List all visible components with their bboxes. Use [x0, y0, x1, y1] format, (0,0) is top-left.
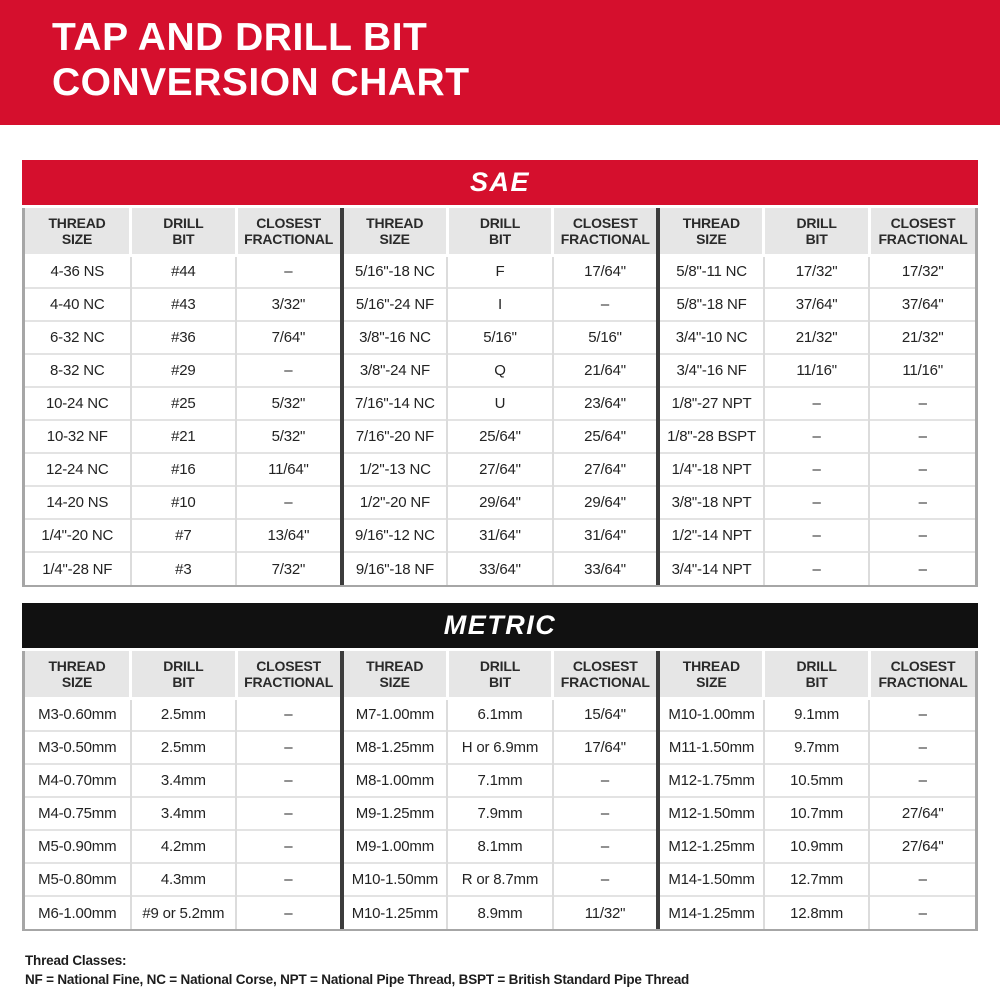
- table-cell: U: [447, 387, 553, 420]
- column-header: CLOSEST FRACTIONAL: [869, 208, 975, 255]
- table-row: [25, 387, 975, 420]
- table-cell: –: [553, 863, 659, 896]
- table-cell: 4.3mm: [131, 863, 237, 896]
- table-cell: –: [236, 731, 342, 764]
- table-cell: 7/64": [236, 321, 342, 354]
- table-cell: #10: [131, 486, 237, 519]
- footnote-text: NF = National Fine, NC = National Corse, NPT = National Pipe Thread, BSPT = British Standard Pipe Thread: [25, 972, 690, 987]
- metric-table-body: [25, 698, 975, 929]
- table-cell: #29: [131, 354, 237, 387]
- table-cell: M4-0.75mm: [25, 797, 131, 830]
- table-cell: 2.5mm: [131, 731, 237, 764]
- table-cell: 3.4mm: [131, 764, 237, 797]
- table-cell: 25/64": [553, 420, 659, 453]
- table-row: [25, 288, 975, 321]
- column-header: DRILL BIT: [131, 651, 237, 698]
- table-cell: 29/64": [447, 486, 553, 519]
- table-cell: 21/32": [869, 321, 975, 354]
- column-header: THREAD SIZE: [342, 208, 448, 255]
- table-row: [25, 420, 975, 453]
- table-cell: 12.7mm: [764, 863, 870, 896]
- metric-table-wrap: [22, 651, 978, 931]
- table-cell: #16: [131, 453, 237, 486]
- column-header: THREAD SIZE: [342, 651, 448, 698]
- table-cell: –: [869, 552, 975, 585]
- table-cell: 5/8"-18 NF: [658, 288, 764, 321]
- table-cell: –: [553, 830, 659, 863]
- table-cell: M14-1.25mm: [658, 896, 764, 929]
- table-row: [25, 519, 975, 552]
- table-cell: 31/64": [447, 519, 553, 552]
- footnote-heading: Thread Classes:: [25, 953, 127, 968]
- table-cell: 27/64": [869, 797, 975, 830]
- table-cell: 5/8"-11 NC: [658, 255, 764, 288]
- table-row: [25, 354, 975, 387]
- sae-section: [22, 160, 978, 587]
- table-cell: 11/64": [236, 453, 342, 486]
- table-row: [25, 764, 975, 797]
- table-cell: M7-1.00mm: [342, 698, 448, 731]
- table-cell: 9.7mm: [764, 731, 870, 764]
- table-cell: #7: [131, 519, 237, 552]
- table-cell: 3/8"-18 NPT: [658, 486, 764, 519]
- sae-table-head: [25, 208, 975, 255]
- table-cell: #21: [131, 420, 237, 453]
- table-cell: –: [236, 830, 342, 863]
- table-cell: 3/4"-16 NF: [658, 354, 764, 387]
- table-cell: M10-1.00mm: [658, 698, 764, 731]
- table-cell: 37/64": [764, 288, 870, 321]
- table-cell: 1/2"-13 NC: [342, 453, 448, 486]
- column-header: DRILL BIT: [131, 208, 237, 255]
- table-cell: #43: [131, 288, 237, 321]
- table-cell: –: [869, 486, 975, 519]
- table-cell: –: [764, 387, 870, 420]
- table-cell: 27/64": [553, 453, 659, 486]
- table-cell: M10-1.50mm: [342, 863, 448, 896]
- table-cell: M14-1.50mm: [658, 863, 764, 896]
- table-cell: 3/8"-24 NF: [342, 354, 448, 387]
- sae-table: [25, 208, 975, 585]
- table-cell: M5-0.90mm: [25, 830, 131, 863]
- table-cell: 2.5mm: [131, 698, 237, 731]
- table-cell: 3/4"-14 NPT: [658, 552, 764, 585]
- table-cell: 10.7mm: [764, 797, 870, 830]
- column-header: THREAD SIZE: [658, 651, 764, 698]
- table-cell: –: [869, 731, 975, 764]
- table-cell: –: [553, 764, 659, 797]
- table-cell: #9 or 5.2mm: [131, 896, 237, 929]
- table-row: [25, 552, 975, 585]
- table-cell: 6-32 NC: [25, 321, 131, 354]
- table-cell: –: [553, 288, 659, 321]
- column-header: DRILL BIT: [447, 651, 553, 698]
- table-cell: 17/32": [764, 255, 870, 288]
- table-cell: 7/16"-14 NC: [342, 387, 448, 420]
- table-cell: 4-40 NC: [25, 288, 131, 321]
- table-cell: 21/32": [764, 321, 870, 354]
- column-header: CLOSEST FRACTIONAL: [236, 651, 342, 698]
- table-cell: Q: [447, 354, 553, 387]
- table-row: [25, 797, 975, 830]
- column-header: DRILL BIT: [764, 208, 870, 255]
- table-cell: H or 6.9mm: [447, 731, 553, 764]
- table-cell: 11/32": [553, 896, 659, 929]
- table-cell: –: [869, 420, 975, 453]
- column-header: CLOSEST FRACTIONAL: [869, 651, 975, 698]
- column-header: THREAD SIZE: [658, 208, 764, 255]
- column-header: CLOSEST FRACTIONAL: [553, 651, 659, 698]
- table-row: [25, 863, 975, 896]
- column-header: CLOSEST FRACTIONAL: [553, 208, 659, 255]
- column-header: DRILL BIT: [764, 651, 870, 698]
- metric-table-head: [25, 651, 975, 698]
- table-cell: –: [236, 698, 342, 731]
- table-cell: 1/8"-28 BSPT: [658, 420, 764, 453]
- table-cell: M8-1.00mm: [342, 764, 448, 797]
- table-cell: #44: [131, 255, 237, 288]
- column-header: THREAD SIZE: [25, 208, 131, 255]
- table-row: [25, 731, 975, 764]
- table-cell: #3: [131, 552, 237, 585]
- table-cell: 4.2mm: [131, 830, 237, 863]
- table-cell: 9/16"-12 NC: [342, 519, 448, 552]
- table-cell: M12-1.25mm: [658, 830, 764, 863]
- table-cell: 8-32 NC: [25, 354, 131, 387]
- table-cell: 1/2"-14 NPT: [658, 519, 764, 552]
- table-row: [25, 255, 975, 288]
- table-row: [25, 486, 975, 519]
- table-cell: M12-1.75mm: [658, 764, 764, 797]
- table-cell: 17/64": [553, 255, 659, 288]
- table-cell: –: [236, 255, 342, 288]
- table-cell: 29/64": [553, 486, 659, 519]
- table-cell: 10.9mm: [764, 830, 870, 863]
- table-cell: #25: [131, 387, 237, 420]
- table-cell: 10.5mm: [764, 764, 870, 797]
- sae-table-wrap: [22, 208, 978, 587]
- table-cell: M3-0.60mm: [25, 698, 131, 731]
- table-cell: 10-32 NF: [25, 420, 131, 453]
- table-cell: 33/64": [447, 552, 553, 585]
- table-cell: M11-1.50mm: [658, 731, 764, 764]
- table-cell: –: [869, 453, 975, 486]
- table-cell: 14-20 NS: [25, 486, 131, 519]
- table-cell: 25/64": [447, 420, 553, 453]
- table-cell: 1/2"-20 NF: [342, 486, 448, 519]
- table-cell: –: [236, 863, 342, 896]
- column-header: CLOSEST FRACTIONAL: [236, 208, 342, 255]
- table-cell: –: [236, 797, 342, 830]
- table-cell: 3.4mm: [131, 797, 237, 830]
- table-cell: 8.1mm: [447, 830, 553, 863]
- table-cell: R or 8.7mm: [447, 863, 553, 896]
- table-cell: 5/16"-18 NC: [342, 255, 448, 288]
- table-cell: 12.8mm: [764, 896, 870, 929]
- table-row: [25, 698, 975, 731]
- table-cell: 12-24 NC: [25, 453, 131, 486]
- table-cell: –: [869, 764, 975, 797]
- table-cell: 5/32": [236, 420, 342, 453]
- table-cell: M8-1.25mm: [342, 731, 448, 764]
- table-cell: 1/4"-28 NF: [25, 552, 131, 585]
- table-cell: 4-36 NS: [25, 255, 131, 288]
- page-title-line-2: CONVERSION CHART: [52, 61, 470, 104]
- table-cell: #36: [131, 321, 237, 354]
- table-cell: –: [236, 896, 342, 929]
- table-cell: 7/16"-20 NF: [342, 420, 448, 453]
- table-cell: M9-1.00mm: [342, 830, 448, 863]
- table-cell: M5-0.80mm: [25, 863, 131, 896]
- table-cell: 3/32": [236, 288, 342, 321]
- table-cell: –: [869, 863, 975, 896]
- metric-section: [22, 603, 978, 931]
- table-cell: M9-1.25mm: [342, 797, 448, 830]
- table-cell: 7/32": [236, 552, 342, 585]
- table-cell: M6-1.00mm: [25, 896, 131, 929]
- footnote: [25, 951, 1000, 989]
- table-cell: M12-1.50mm: [658, 797, 764, 830]
- table-cell: 6.1mm: [447, 698, 553, 731]
- table-cell: 21/64": [553, 354, 659, 387]
- table-cell: F: [447, 255, 553, 288]
- table-cell: –: [553, 797, 659, 830]
- table-cell: M4-0.70mm: [25, 764, 131, 797]
- page-title-line-1: TAP AND DRILL BIT: [52, 16, 428, 59]
- table-cell: 5/32": [236, 387, 342, 420]
- table-cell: –: [764, 519, 870, 552]
- table-cell: 27/64": [447, 453, 553, 486]
- sae-table-title: SAE: [22, 160, 978, 205]
- table-cell: 10-24 NC: [25, 387, 131, 420]
- table-cell: 11/16": [869, 354, 975, 387]
- table-row: [25, 453, 975, 486]
- table-cell: –: [236, 354, 342, 387]
- table-cell: –: [869, 896, 975, 929]
- table-cell: 1/4"-20 NC: [25, 519, 131, 552]
- table-cell: 9/16"-18 NF: [342, 552, 448, 585]
- table-cell: –: [764, 552, 870, 585]
- table-cell: 27/64": [869, 830, 975, 863]
- table-cell: 7.9mm: [447, 797, 553, 830]
- table-cell: 1/4"-18 NPT: [658, 453, 764, 486]
- table-cell: M10-1.25mm: [342, 896, 448, 929]
- table-cell: 31/64": [553, 519, 659, 552]
- table-cell: 3/4"-10 NC: [658, 321, 764, 354]
- table-row: [25, 321, 975, 354]
- table-cell: 17/32": [869, 255, 975, 288]
- table-cell: 5/16"-24 NF: [342, 288, 448, 321]
- table-cell: –: [869, 519, 975, 552]
- table-cell: –: [869, 698, 975, 731]
- header-row: [25, 208, 975, 255]
- table-cell: 15/64": [553, 698, 659, 731]
- column-header: DRILL BIT: [447, 208, 553, 255]
- table-cell: –: [236, 486, 342, 519]
- table-cell: 1/8"-27 NPT: [658, 387, 764, 420]
- table-cell: I: [447, 288, 553, 321]
- metric-table-title: METRIC: [22, 603, 978, 648]
- table-cell: –: [764, 486, 870, 519]
- table-cell: 5/16": [447, 321, 553, 354]
- table-cell: 23/64": [553, 387, 659, 420]
- table-row: [25, 896, 975, 929]
- table-cell: 5/16": [553, 321, 659, 354]
- table-cell: 8.9mm: [447, 896, 553, 929]
- metric-table: [25, 651, 975, 929]
- sae-table-body: [25, 255, 975, 585]
- table-cell: –: [764, 453, 870, 486]
- table-cell: 7.1mm: [447, 764, 553, 797]
- table-cell: –: [764, 420, 870, 453]
- table-cell: 3/8"-16 NC: [342, 321, 448, 354]
- table-cell: 9.1mm: [764, 698, 870, 731]
- page-banner: [0, 0, 1000, 125]
- table-cell: 11/16": [764, 354, 870, 387]
- table-cell: 17/64": [553, 731, 659, 764]
- table-cell: 37/64": [869, 288, 975, 321]
- header-row: [25, 651, 975, 698]
- table-cell: –: [236, 764, 342, 797]
- table-cell: 33/64": [553, 552, 659, 585]
- column-header: THREAD SIZE: [25, 651, 131, 698]
- table-cell: –: [869, 387, 975, 420]
- table-cell: M3-0.50mm: [25, 731, 131, 764]
- table-cell: 13/64": [236, 519, 342, 552]
- table-row: [25, 830, 975, 863]
